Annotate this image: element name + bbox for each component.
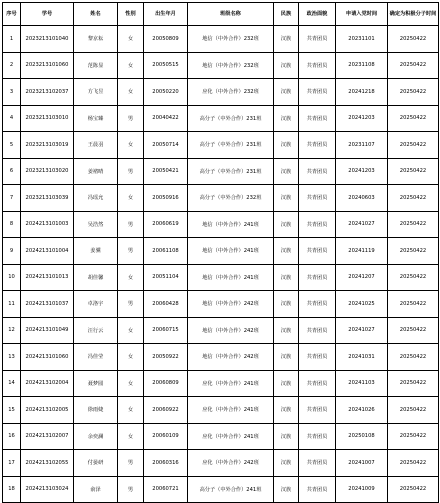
cell-application-date: 20241026 (336, 397, 388, 424)
cell-birth: 20060109 (144, 423, 188, 450)
header-political-status: 政治面貌 (299, 3, 336, 26)
cell-student-id: 2023213103010 (21, 105, 74, 132)
cell-student-id: 2024213101013 (21, 264, 74, 291)
cell-ethnicity: 汉族 (274, 397, 299, 424)
cell-birth: 20060316 (144, 450, 188, 477)
cell-index: 7 (3, 185, 21, 212)
cell-activist-date: 20250422 (388, 158, 439, 185)
cell-student-id: 2023213103019 (21, 132, 74, 159)
cell-gender: 女 (118, 52, 144, 79)
table-row (3, 423, 439, 450)
cell-application-date: 20241203 (336, 105, 388, 132)
cell-name: 姜褚晴 (74, 158, 118, 185)
header-activist-date: 确定为积极分子时间 (388, 3, 439, 26)
cell-index: 13 (3, 344, 21, 371)
cell-activist-date: 20250422 (388, 132, 439, 159)
cell-gender: 女 (118, 317, 144, 344)
cell-political-status: 共青团员 (299, 211, 336, 238)
cell-application-date: 20231107 (336, 132, 388, 159)
cell-student-id: 2023213103020 (21, 158, 74, 185)
cell-student-id: 2024213101060 (21, 344, 74, 371)
cell-class: 地信（中外合作）232班 (188, 52, 274, 79)
cell-birth: 20060922 (144, 397, 188, 424)
cell-political-status: 共青团员 (299, 132, 336, 159)
cell-activist-date: 20250422 (388, 397, 439, 424)
cell-activist-date: 20250422 (388, 264, 439, 291)
table-row (3, 476, 439, 503)
cell-birth: 20050714 (144, 132, 188, 159)
cell-activist-date: 20250422 (388, 370, 439, 397)
cell-ethnicity: 汉族 (274, 423, 299, 450)
cell-ethnicity: 汉族 (274, 26, 299, 53)
table-row (3, 132, 439, 159)
cell-student-id: 2024213101037 (21, 291, 74, 318)
cell-application-date: 20241027 (336, 211, 388, 238)
cell-class: 高分子（中外合作）241班 (188, 476, 274, 503)
cell-political-status: 共青团员 (299, 291, 336, 318)
cell-political-status: 共青团员 (299, 79, 336, 106)
cell-application-date: 20240603 (336, 185, 388, 212)
cell-gender: 女 (118, 132, 144, 159)
cell-activist-date: 20250422 (388, 344, 439, 371)
header-application-date: 申请入党时间 (336, 3, 388, 26)
activist-roster-table (2, 2, 439, 503)
cell-ethnicity: 汉族 (274, 450, 299, 477)
cell-political-status: 共青团员 (299, 238, 336, 265)
header-ethnicity: 民族 (274, 3, 299, 26)
cell-name: 姜骥 (74, 238, 118, 265)
cell-ethnicity: 汉族 (274, 79, 299, 106)
cell-student-id: 2024213102055 (21, 450, 74, 477)
cell-activist-date: 20250422 (388, 105, 439, 132)
cell-gender: 女 (118, 397, 144, 424)
cell-class: 地信（中外合作）241班 (188, 211, 274, 238)
cell-index: 1 (3, 26, 21, 53)
cell-application-date: 20241203 (336, 158, 388, 185)
document-page (0, 2, 440, 502)
table-row (3, 105, 439, 132)
cell-birth: 20061108 (144, 238, 188, 265)
cell-name: 方飞昱 (74, 79, 118, 106)
table-row (3, 185, 439, 212)
cell-application-date: 20241025 (336, 291, 388, 318)
cell-birth: 20060715 (144, 317, 188, 344)
cell-index: 16 (3, 423, 21, 450)
cell-ethnicity: 汉族 (274, 132, 299, 159)
cell-ethnicity: 汉族 (274, 238, 299, 265)
table-row (3, 397, 439, 424)
cell-ethnicity: 汉族 (274, 185, 299, 212)
cell-gender: 女 (118, 26, 144, 53)
cell-birth: 20050515 (144, 52, 188, 79)
cell-student-id: 2024213102005 (21, 397, 74, 424)
cell-political-status: 共青团员 (299, 344, 336, 371)
cell-application-date: 20241031 (336, 344, 388, 371)
cell-name: 聂梦圆 (74, 370, 118, 397)
cell-activist-date: 20250422 (388, 52, 439, 79)
cell-gender: 女 (118, 79, 144, 106)
table-row (3, 317, 439, 344)
cell-index: 5 (3, 132, 21, 159)
cell-application-date: 20241207 (336, 264, 388, 291)
cell-class: 地信（中外合作）241班 (188, 238, 274, 265)
cell-student-id: 2023213101060 (21, 52, 74, 79)
cell-class: 地信（中外合作）242班 (188, 291, 274, 318)
cell-application-date: 20241103 (336, 370, 388, 397)
cell-index: 12 (3, 317, 21, 344)
cell-gender: 男 (118, 450, 144, 477)
cell-gender: 男 (118, 476, 144, 503)
cell-birth: 20060809 (144, 370, 188, 397)
cell-birth: 20050916 (144, 185, 188, 212)
cell-birth: 20051104 (144, 264, 188, 291)
cell-political-status: 共青团员 (299, 397, 336, 424)
cell-political-status: 共青团员 (299, 52, 336, 79)
cell-application-date: 20231108 (336, 52, 388, 79)
cell-index: 17 (3, 450, 21, 477)
cell-ethnicity: 汉族 (274, 291, 299, 318)
header-birth: 出生年月 (144, 3, 188, 26)
cell-activist-date: 20250422 (388, 476, 439, 503)
cell-class: 应化（中外合作）241班 (188, 397, 274, 424)
cell-index: 6 (3, 158, 21, 185)
header-name: 姓名 (74, 3, 118, 26)
cell-birth: 20060619 (144, 211, 188, 238)
cell-class: 地信（中外合作）242班 (188, 317, 274, 344)
cell-index: 8 (3, 211, 21, 238)
header-student-id: 学号 (21, 3, 74, 26)
cell-gender: 男 (118, 158, 144, 185)
cell-ethnicity: 汉族 (274, 476, 299, 503)
cell-student-id: 2024213102007 (21, 423, 74, 450)
cell-application-date: 20241119 (336, 238, 388, 265)
cell-ethnicity: 汉族 (274, 264, 299, 291)
cell-student-id: 2023213102037 (21, 79, 74, 106)
table-row (3, 370, 439, 397)
cell-name: 俞泽 (74, 476, 118, 503)
header-class: 班级名称 (188, 3, 274, 26)
cell-activist-date: 20250422 (388, 26, 439, 53)
cell-class: 地信（中外合作）241班 (188, 264, 274, 291)
cell-name: 余奕澜 (74, 423, 118, 450)
cell-activist-date: 20250422 (388, 185, 439, 212)
cell-index: 2 (3, 52, 21, 79)
cell-ethnicity: 汉族 (274, 52, 299, 79)
cell-political-status: 共青团员 (299, 264, 336, 291)
cell-birth: 20050220 (144, 79, 188, 106)
cell-name: 徐雨婕 (74, 397, 118, 424)
cell-application-date: 20241027 (336, 317, 388, 344)
cell-class: 应化（中外合作）241班 (188, 370, 274, 397)
cell-name: 冯佳莹 (74, 344, 118, 371)
cell-index: 11 (3, 291, 21, 318)
cell-gender: 男 (118, 238, 144, 265)
cell-class: 高分子（中外合作）231班 (188, 132, 274, 159)
cell-political-status: 共青团员 (299, 317, 336, 344)
cell-name: 付晏研 (74, 450, 118, 477)
cell-birth: 20040422 (144, 105, 188, 132)
cell-activist-date: 20250422 (388, 211, 439, 238)
cell-student-id: 2024213102004 (21, 370, 74, 397)
cell-gender: 女 (118, 370, 144, 397)
cell-ethnicity: 汉族 (274, 370, 299, 397)
cell-name: 汪行云 (74, 317, 118, 344)
cell-index: 15 (3, 397, 21, 424)
header-index: 序号 (3, 3, 21, 26)
cell-index: 10 (3, 264, 21, 291)
cell-class: 应化（中外合作）232班 (188, 79, 274, 106)
table-row (3, 291, 439, 318)
table-row (3, 158, 439, 185)
cell-gender: 女 (118, 264, 144, 291)
cell-birth: 20060721 (144, 476, 188, 503)
cell-gender: 女 (118, 344, 144, 371)
table-row (3, 238, 439, 265)
cell-political-status: 共青团员 (299, 105, 336, 132)
table-row (3, 26, 439, 53)
cell-application-date: 20231101 (336, 26, 388, 53)
cell-application-date: 20250108 (336, 423, 388, 450)
cell-political-status: 共青团员 (299, 158, 336, 185)
cell-birth: 20050809 (144, 26, 188, 53)
cell-class: 高分子（中外合作）232班 (188, 185, 274, 212)
table-row (3, 211, 439, 238)
cell-birth: 20060428 (144, 291, 188, 318)
cell-name: 范陈显 (74, 52, 118, 79)
cell-name: 冯瑶允 (74, 185, 118, 212)
cell-ethnicity: 汉族 (274, 211, 299, 238)
cell-name: 黎京耘 (74, 26, 118, 53)
cell-class: 地信（中外合作）232班 (188, 26, 274, 53)
cell-name: 杨宝臻 (74, 105, 118, 132)
cell-political-status: 共青团员 (299, 370, 336, 397)
cell-application-date: 20241218 (336, 79, 388, 106)
header-gender: 性别 (118, 3, 144, 26)
cell-activist-date: 20250422 (388, 238, 439, 265)
cell-student-id: 2024213101003 (21, 211, 74, 238)
cell-activist-date: 20250422 (388, 79, 439, 106)
table-body (3, 26, 439, 503)
cell-application-date: 20241007 (336, 450, 388, 477)
cell-student-id: 2023213101040 (21, 26, 74, 53)
cell-political-status: 共青团员 (299, 185, 336, 212)
cell-ethnicity: 汉族 (274, 158, 299, 185)
cell-student-id: 2024213103024 (21, 476, 74, 503)
cell-political-status: 共青团员 (299, 476, 336, 503)
cell-name: 王晨羽 (74, 132, 118, 159)
cell-name: 吴浩然 (74, 211, 118, 238)
cell-gender: 男 (118, 291, 144, 318)
cell-gender: 男 (118, 211, 144, 238)
cell-name: 卓洛宇 (74, 291, 118, 318)
cell-ethnicity: 汉族 (274, 344, 299, 371)
cell-gender: 男 (118, 105, 144, 132)
cell-application-date: 20241009 (336, 476, 388, 503)
table-row (3, 450, 439, 477)
cell-activist-date: 20250422 (388, 450, 439, 477)
cell-class: 高分子（中外合作）231班 (188, 158, 274, 185)
cell-ethnicity: 汉族 (274, 105, 299, 132)
cell-student-id: 2023213103039 (21, 185, 74, 212)
table-row (3, 79, 439, 106)
cell-student-id: 2024213101049 (21, 317, 74, 344)
cell-political-status: 共青团员 (299, 423, 336, 450)
cell-class: 地信（中外合作）242班 (188, 344, 274, 371)
cell-index: 4 (3, 105, 21, 132)
cell-birth: 20050922 (144, 344, 188, 371)
cell-name: 胡佳馨 (74, 264, 118, 291)
cell-gender: 女 (118, 423, 144, 450)
cell-class: 高分子（中外合作）231班 (188, 105, 274, 132)
cell-political-status: 共青团员 (299, 26, 336, 53)
cell-birth: 20050421 (144, 158, 188, 185)
cell-activist-date: 20250422 (388, 317, 439, 344)
cell-gender: 女 (118, 185, 144, 212)
cell-ethnicity: 汉族 (274, 317, 299, 344)
cell-class: 应化（中外合作）242班 (188, 450, 274, 477)
cell-index: 14 (3, 370, 21, 397)
cell-activist-date: 20250422 (388, 291, 439, 318)
cell-class: 应化（中外合作）241班 (188, 423, 274, 450)
cell-activist-date: 20250422 (388, 423, 439, 450)
table-header-row (3, 3, 439, 26)
cell-student-id: 2024213101004 (21, 238, 74, 265)
table-row (3, 52, 439, 79)
table-row (3, 264, 439, 291)
cell-index: 3 (3, 79, 21, 106)
cell-index: 18 (3, 476, 21, 503)
table-row (3, 344, 439, 371)
cell-political-status: 共青团员 (299, 450, 336, 477)
cell-index: 9 (3, 238, 21, 265)
